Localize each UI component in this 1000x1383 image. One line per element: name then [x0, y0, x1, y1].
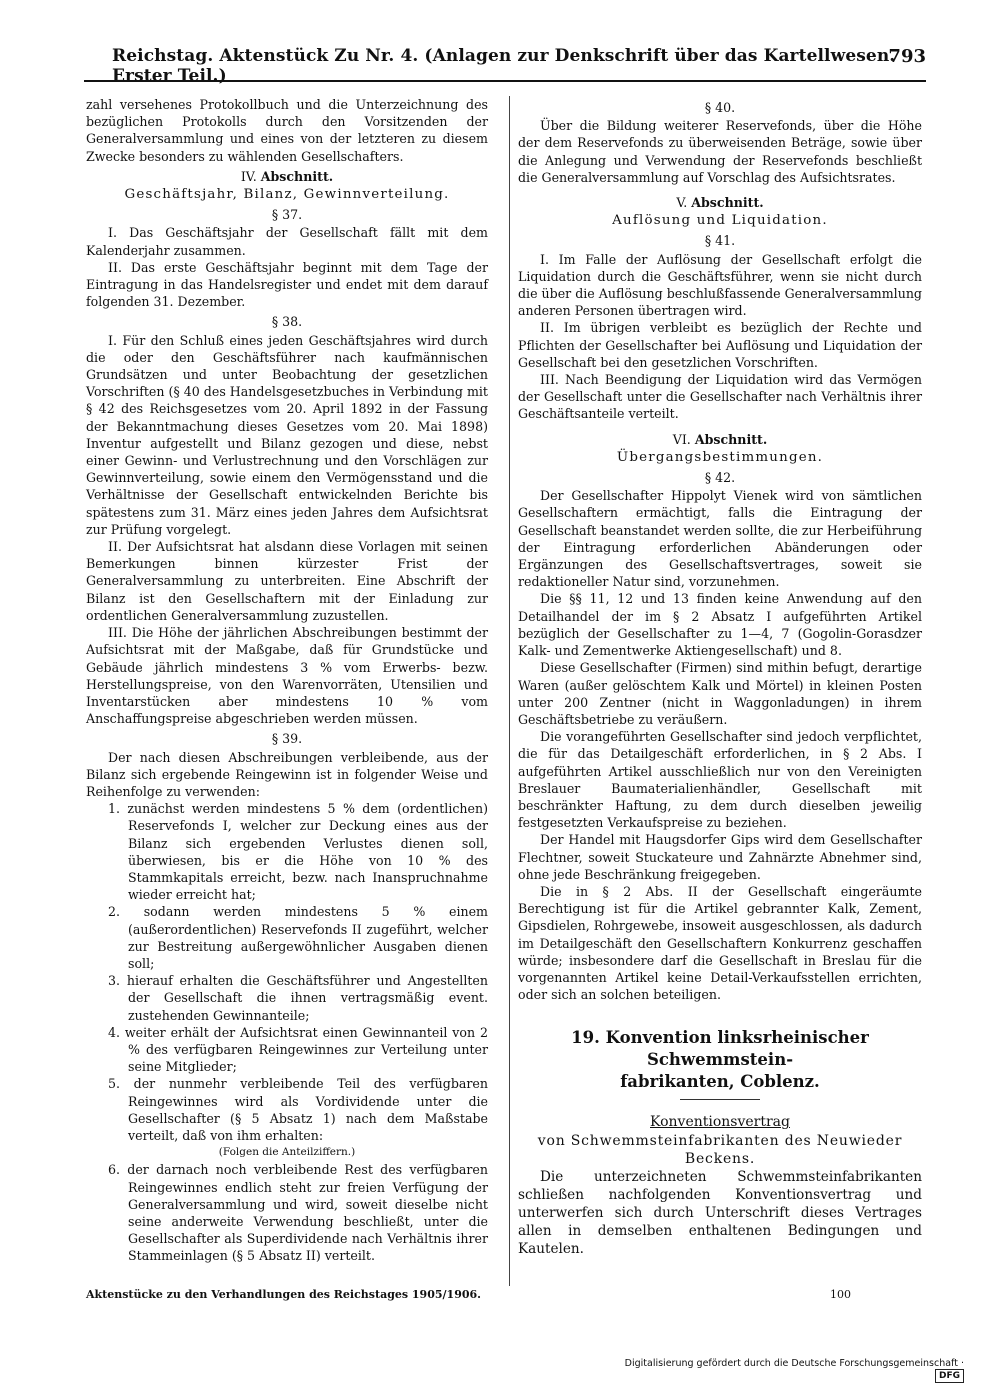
paragraph-sign: § 42. [704, 470, 736, 486]
paragraph: II. Das erste Geschäftsjahr beginnt mit dem Tage der Eintragung in das Handelsregister und endet mit dem darauf folgenden 31. Dezember. [86, 259, 488, 310]
page-header [84, 40, 926, 86]
paragraph-sign: § 41. [704, 233, 736, 249]
paragraph: Die vorangeführten Gesellschafter sind jedoch verpflichtet, die für das Detailgeschäft erforderlichen, in § 2 Abs. I aufgeführten Artikel ausschließlich nur von den Vereinigten Breslauer Baumaterialienhändler, Gesellschaft mit beschränkter Haftung, zu dem durch dieselben jeweilig festgesetzten Verkaufspreise zu beziehen. [518, 729, 922, 831]
section-word: Abschnitt. [694, 431, 768, 447]
paragraph: Die §§ 11, 12 und 13 finden keine Anwendung auf den Detailhandel der im § 2 Absatz I aufgeführten Artikel bezüglich der Gesellschafter zu 1—4, 7 (Gogolin-Gorasdzer Kalk- und Zementwerke Aktiengesellschaft) und 8. [518, 591, 922, 659]
paragraph: Der Gesellschafter Hippolyt Vienek wird von sämtlichen Gesellschaftern ermächtigt, falls die Eintragung der Gesellschaft beanstandet werden sollte, die zur Herbeiführung der Eintragung erforderlichen Abänderungen oder Ergänzungen des Gesellschaftsvertrages, soweit sie redaktioneller Natur sind, vorzunehmen. [518, 488, 922, 590]
paragraph: III. Nach Beendigung der Liquidation wird das Vermögen der Gesellschaft unter die Gesellschafter nach Verhältnis ihrer Geschäftsanteile verteilt. [518, 372, 922, 422]
divider [680, 1099, 760, 1100]
section-number: IV. [240, 168, 257, 184]
paragraph-sign: § 40. [704, 100, 736, 115]
paragraph: Der nach diesen Abschreibungen verbleibende, aus der Bilanz sich ergebende Reingewinn ist in folgender Weise und Reihenfolge zu verwenden: [86, 749, 488, 799]
heading-line: fabrikanten, Coblenz. [620, 1072, 820, 1092]
heading-line: 19. Konvention linksrheinischer Schwemmstein- [571, 1028, 869, 1070]
section-title: Auflösung und Liquidation. [612, 213, 828, 229]
paragraph: Diese Gesellschafter (Firmen) sind mithin befugt, derartige Waren (außer gelöschtem Kalk und Mörtel) in kleinen Posten unter 200 Zentner (nicht in Waggonladungen) in ihrem Geschäftsbetriebe zu veräußern. [518, 660, 922, 727]
paragraph: Die unterzeichneten Schwemmsteinfabrikanten schließen nachfolgenden Konventionsvertrag und unterwerfen sich durch Unterschrift dieses Vertrages allen in demselben enthaltenen Bedingungen und Kautelen. [518, 1168, 922, 1257]
paragraph: II. Der Aufsichtsrat hat alsdann diese Vorlagen mit seinen Bemerkungen binnen kürzester Frist der Generalversammlung zu unterbreiten. Eine Abschrift der Bilanz ist den Gesellschaftern mit der Einladung zur ordentlichen Generalversammlung zuzustellen. [86, 539, 488, 623]
dfg-logo: DFG [935, 1369, 964, 1383]
paragraph-sign: § 37. [271, 207, 303, 223]
digitization-credit [604, 1358, 964, 1381]
paragraph: Über die Bildung weiterer Reservefonds, über die Höhe der dem Reservefonds zu überweisenden Beträge, sowie über die Anlegung und Verwendung der Reservefonds beschließt die Generalversammlung auf Vorschlag des Aufsichtsrates. [518, 118, 922, 185]
section-heading [86, 168, 488, 185]
paragraph-sign: § 39. [271, 731, 303, 747]
credit-text: Digitalisierung gefördert durch die Deutsche Forschungsgemeinschaft · [624, 1358, 964, 1369]
list-item: 5. der nunmehr verbleibende Teil des verfügbaren Reingewinnes wird als Vordividende unter die Gesellschafter (§ 5 Absatz 1) nach dem Maßstabe verteilt, daß von ihm erhalten: [108, 1076, 488, 1143]
right-column [518, 96, 922, 1258]
list-item: 4. weiter erhält der Aufsichtsrat einen Gewinnanteil von 2 % des verfügbaren Reingewinnes zur Verteilung unter seine Mitglieder; [108, 1024, 488, 1075]
paragraph: I. Für den Schluß eines jeden Geschäftsjahres wird durch die oder den Geschäftsführer nach kaufmännischen Grundsätzen und unter Beobachtung der gesetzlichen Vorschriften (§ 40 des Handelsgesetzbuches in Verbindung mit § 42 des Reichsgesetzes vom 20. April 1892 in der Fassung der Bekanntmachung dieses Gesetzes vom 20. Mai 1898) Inventur aufgestellt und Bilanz gezogen und diese, nebst einer Gewinn- und Verlustrechnung und den Vorschlägen zur Gewinnverteilung, sowie einem den Vermögensstand und die Verhältnisse der Gesellschaft entwickelnden Berichte bis spätestens zum 31. März eines jeden Jahres dem Aufsichtsrat zur Prüfung vorgelegt. [86, 332, 488, 537]
page-footer [86, 1288, 922, 1308]
page-number: 793 [888, 46, 926, 67]
sheet-number: 100 [830, 1288, 851, 1301]
document-heading [518, 1027, 922, 1093]
contract-subtitle: von Schwemmsteinfabrikanten des Neuwieder Beckens. [537, 1132, 903, 1167]
column-divider [509, 96, 510, 1286]
paragraph: I. Im Falle der Auflösung der Gesellschaft erfolgt die Liquidation durch die Geschäftsführer, wenn sie nicht durch die über die Auflösung beschlußfassende Generalversammlung anderen Personen übertragen wird. [518, 251, 922, 319]
header-title: Reichstag. Aktenstück Zu Nr. 4. (Anlagen zur Denkschrift über das Kartellwesen. Erster Teil.) [112, 46, 896, 86]
section-title: Geschäftsjahr, Bilanz, Gewinnverteilung. [124, 187, 450, 203]
paragraph: II. Im übrigen verbleibt es bezüglich der Rechte und Pflichten der Gesellschafter bei Auflösung und Liquidation der Gesellschaft bei den gesetzlichen Vorschriften. [518, 320, 922, 370]
paragraph: I. Das Geschäftsjahr der Gesellschaft fällt mit dem Kalenderjahr zusammen. [86, 225, 488, 258]
section-number: VI. [672, 431, 691, 447]
paragraph: Die in § 2 Abs. II der Gesellschaft eingeräumte Berechtigung ist für die Artikel gebrannter Kalk, Zement, Gipsdielen, Rohrgewebe, insoweit ausgeschlossen, als dadurch im Detailgeschäft den Gesellschaftern Konkurrenz geschaffen würde; insbesondere darf die Gesellschaft in Breslau für die vorgenannten Artikel keine Detail-Verkaufsstellen errichten, oder sich an solchen beteiligen. [518, 883, 922, 1003]
note: (Folgen die Anteilziffern.) [218, 1146, 356, 1159]
section-title: Übergangsbestimmungen. [616, 449, 824, 465]
section-word: Abschnitt. [691, 195, 764, 211]
paragraph: III. Die Höhe der jährlichen Abschreibungen bestimmt der Aufsichtsrat mit der Maßgabe, daß für Grundstücke und Gebäude jährlich mindestens 3 % vom Erwerbs- bezw. Herstellungspreise, von den Warenvorräten, Utensilien und Inventarstücken aber mindestens 10 % vom Anschaffungspreise abgeschrieben werden müssen. [86, 625, 488, 727]
section-number: V. [676, 195, 688, 211]
list-item: 6. der darnach noch verbleibende Rest des verfügbaren Reingewinnes endlich steht zur freien Verfügung der Generalversammlung und wird, soweit dieselbe nicht seine anderweite Verwendung beschließt, unter die Gesellschafter als Superdividende nach Verhältnis ihrer Stammeinlagen (§ 5 Absatz II) verteilt. [108, 1162, 488, 1264]
footer-source: Aktenstücke zu den Verhandlungen des Reichstages 1905/1906. [86, 1288, 481, 1301]
list-item: 1. zunächst werden mindestens 5 % dem (ordentlichen) Reservefonds I, welcher zur Deckung eines aus der Bilanz sich ergebenden Verlustes dienen soll, überwiesen, bis er die Höhe von 10 % des Stammkapitals erreicht, bezw. nach Inanspruchnahme wieder erreicht hat; [108, 801, 488, 903]
section-heading [518, 194, 922, 211]
section-heading [518, 431, 922, 448]
paragraph: Der Handel mit Haugsdorfer Gips wird dem Gesellschafter Flechtner, soweit Stuckateure und Zahnärzte Abnehmer sind, ohne jede Beschränkung freigegeben. [518, 832, 922, 882]
paragraph: zahl versehenes Protokollbuch und die Unterzeichnung des bezüglichen Protokolls durch den Vorsitzenden der Generalversammlung und eines von der letzteren zu diesem Zwecke besonders zu wählenden Gesellschafters. [86, 97, 488, 164]
left-column [86, 96, 488, 1265]
list-item: 2. sodann werden mindestens 5 % einem (außerordentlichen) Reservefonds II zugeführt, welcher zur Bestreitung außergewöhnlicher Ausgaben dienen soll; [108, 904, 488, 971]
section-word: Abschnitt. [260, 168, 334, 184]
list-item: 3. hierauf erhalten die Geschäftsführer und Angestellten der Gesellschaft die ihnen vertragsmäßig event. zustehenden Gewinnanteile; [108, 973, 488, 1023]
paragraph-sign: § 38. [271, 314, 303, 330]
contract-title: Konventionsvertrag [650, 1114, 790, 1131]
